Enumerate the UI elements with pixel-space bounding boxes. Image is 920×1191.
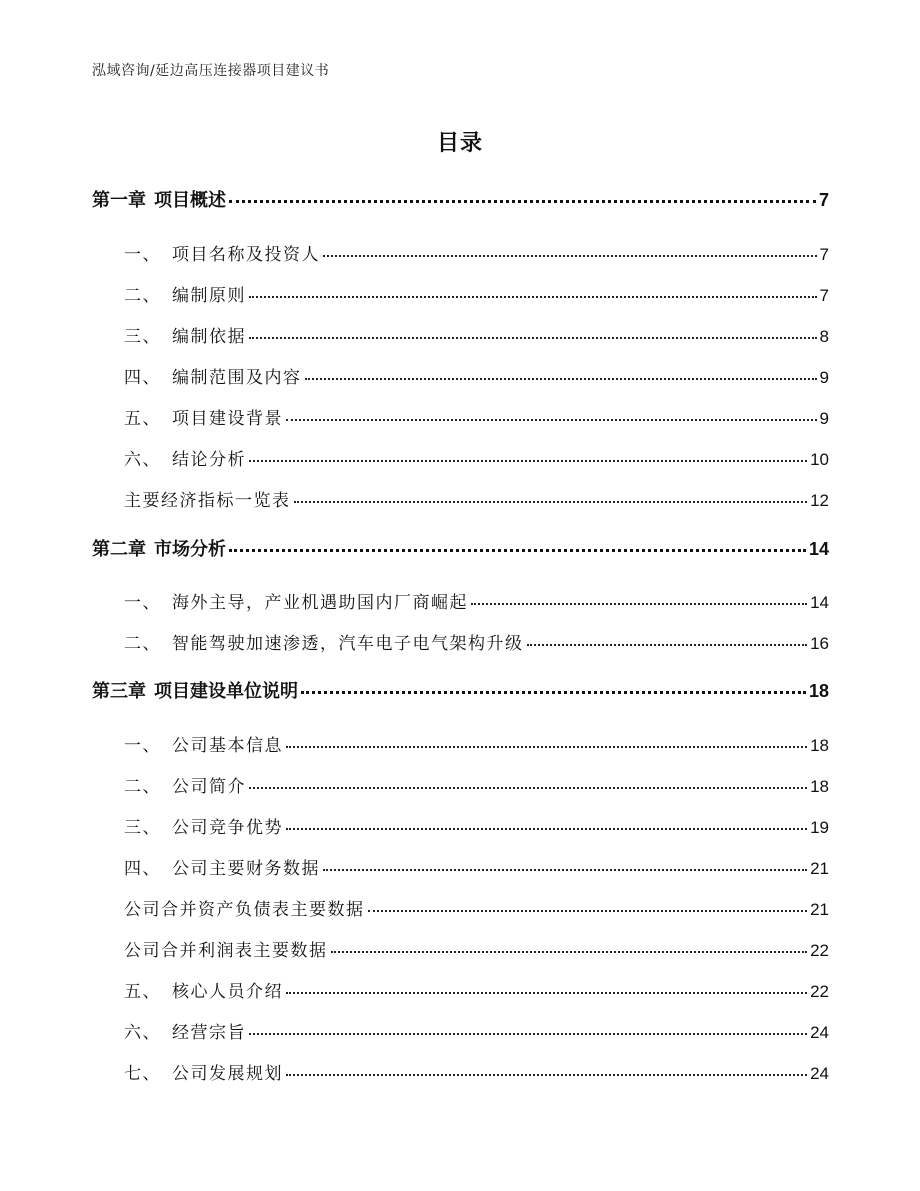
toc-page-number: 18 — [810, 736, 829, 755]
toc-section-title: 编制范围及内容 — [172, 368, 302, 388]
toc-chapter-number: 第二章 — [92, 539, 146, 560]
toc-section-title: 主要经济指标一览表 — [124, 491, 291, 511]
running-header: 泓域咨询/延边高压连接器项目建议书 — [92, 63, 330, 79]
toc-section-1-6[interactable] — [92, 445, 829, 470]
toc-page-number: 16 — [810, 634, 829, 653]
dot-leader — [249, 787, 807, 789]
toc-page-number: 21 — [810, 900, 829, 919]
dot-leader — [323, 255, 817, 257]
toc-section-title: 公司合并利润表主要数据 — [124, 941, 328, 961]
dot-leader — [249, 337, 817, 339]
toc-section-3-7[interactable] — [92, 1059, 829, 1084]
toc-section-title: 结论分析 — [172, 450, 246, 470]
toc-section-number: 一、 — [124, 593, 161, 613]
toc-section-3-3[interactable] — [92, 813, 829, 838]
toc-section-3-4[interactable] — [92, 854, 829, 879]
toc-section-number: 四、 — [124, 859, 161, 879]
toc-section-number: 三、 — [124, 818, 161, 838]
toc-page-number: 18 — [810, 777, 829, 796]
toc-section-number: 七、 — [124, 1064, 161, 1084]
toc-section-3-6[interactable] — [92, 1018, 829, 1043]
toc-section-title: 编制依据 — [172, 327, 246, 347]
toc-section-title: 公司主要财务数据 — [172, 859, 320, 879]
toc-page-number: 22 — [810, 982, 829, 1001]
toc-page-number: 12 — [810, 491, 829, 510]
toc-section-3-balance-sheet[interactable] — [92, 895, 829, 920]
toc-section-1-1[interactable] — [92, 240, 829, 265]
toc-page-number: 7 — [819, 245, 829, 264]
toc-section-1-4[interactable] — [92, 363, 829, 388]
toc-page-number: 18 — [808, 681, 829, 701]
toc-page-number: 24 — [810, 1023, 829, 1042]
toc-section-title: 海外主导，产业机遇助国内厂商崛起 — [172, 593, 468, 613]
dot-leader — [286, 992, 807, 994]
toc-section-2-2[interactable] — [92, 629, 829, 654]
dot-leader — [249, 1033, 807, 1035]
dot-leader — [471, 603, 807, 605]
toc-section-number: 二、 — [124, 634, 161, 654]
dot-leader — [301, 691, 806, 694]
toc-title: 目录 — [436, 131, 483, 156]
toc-chapter-3[interactable] — [92, 677, 829, 703]
dot-leader — [527, 644, 808, 646]
toc-page-number: 14 — [810, 593, 829, 612]
dot-leader — [294, 501, 808, 503]
dot-leader — [286, 746, 807, 748]
toc-section-3-1[interactable] — [92, 731, 829, 756]
toc-page-number: 8 — [819, 327, 829, 346]
toc-chapter-number: 第三章 — [92, 681, 146, 702]
dot-leader — [249, 296, 817, 298]
dot-leader — [229, 200, 816, 203]
toc-section-title: 公司合并资产负债表主要数据 — [124, 900, 365, 920]
toc-page-number: 9 — [819, 368, 829, 387]
toc-page-number: 7 — [818, 190, 829, 210]
toc-section-number: 一、 — [124, 245, 161, 265]
toc-page-number: 7 — [819, 286, 829, 305]
toc-section-title: 公司竞争优势 — [172, 818, 283, 838]
toc-section-number: 五、 — [124, 982, 161, 1002]
toc-chapter-1[interactable] — [92, 186, 829, 212]
toc-chapter-number: 第一章 — [92, 190, 146, 211]
toc-section-3-5[interactable] — [92, 977, 829, 1002]
toc-section-number: 二、 — [124, 777, 161, 797]
toc-section-number: 四、 — [124, 368, 161, 388]
toc-section-number: 六、 — [124, 1023, 161, 1043]
dot-leader — [286, 828, 807, 830]
toc-section-1-table[interactable] — [92, 486, 829, 511]
toc-page-number: 14 — [808, 539, 829, 559]
toc-page-number: 24 — [810, 1064, 829, 1083]
toc-section-1-2[interactable] — [92, 281, 829, 306]
toc-section-title: 编制原则 — [172, 286, 246, 306]
toc-section-number: 二、 — [124, 286, 161, 306]
toc-section-number: 一、 — [124, 736, 161, 756]
dot-leader — [249, 460, 807, 462]
toc-page-number: 9 — [819, 409, 829, 428]
dot-leader — [323, 869, 807, 871]
toc-chapter-title: 项目概述 — [154, 190, 226, 211]
toc-section-2-1[interactable] — [92, 588, 829, 613]
dot-leader — [368, 910, 808, 912]
toc-section-number: 五、 — [124, 409, 161, 429]
toc-section-title: 经营宗旨 — [172, 1023, 246, 1043]
toc-section-title: 核心人员介绍 — [172, 982, 283, 1002]
toc-section-1-5[interactable] — [92, 404, 829, 429]
toc-section-title: 公司基本信息 — [172, 736, 283, 756]
toc-section-title: 公司简介 — [172, 777, 246, 797]
toc-page-number: 22 — [810, 941, 829, 960]
toc-section-1-3[interactable] — [92, 322, 829, 347]
toc-section-number: 六、 — [124, 450, 161, 470]
toc-section-3-2[interactable] — [92, 772, 829, 797]
toc-section-title: 智能驾驶加速渗透，汽车电子电气架构升级 — [172, 634, 524, 654]
dot-leader — [305, 378, 817, 380]
dot-leader — [286, 419, 817, 421]
dot-leader — [331, 951, 808, 953]
toc-page-number: 21 — [810, 859, 829, 878]
toc-page-number: 10 — [810, 450, 829, 469]
toc-chapter-title: 市场分析 — [154, 539, 226, 560]
dot-leader — [286, 1074, 807, 1076]
toc-section-title: 公司发展规划 — [172, 1064, 283, 1084]
toc-page-number: 19 — [810, 818, 829, 837]
dot-leader — [229, 549, 806, 552]
toc-section-3-income-statement[interactable] — [92, 936, 829, 961]
toc-section-title: 项目建设背景 — [172, 409, 283, 429]
toc-section-number: 三、 — [124, 327, 161, 347]
toc-chapter-title: 项目建设单位说明 — [154, 681, 298, 702]
toc-section-title: 项目名称及投资人 — [172, 245, 320, 265]
toc-chapter-2[interactable] — [92, 535, 829, 561]
